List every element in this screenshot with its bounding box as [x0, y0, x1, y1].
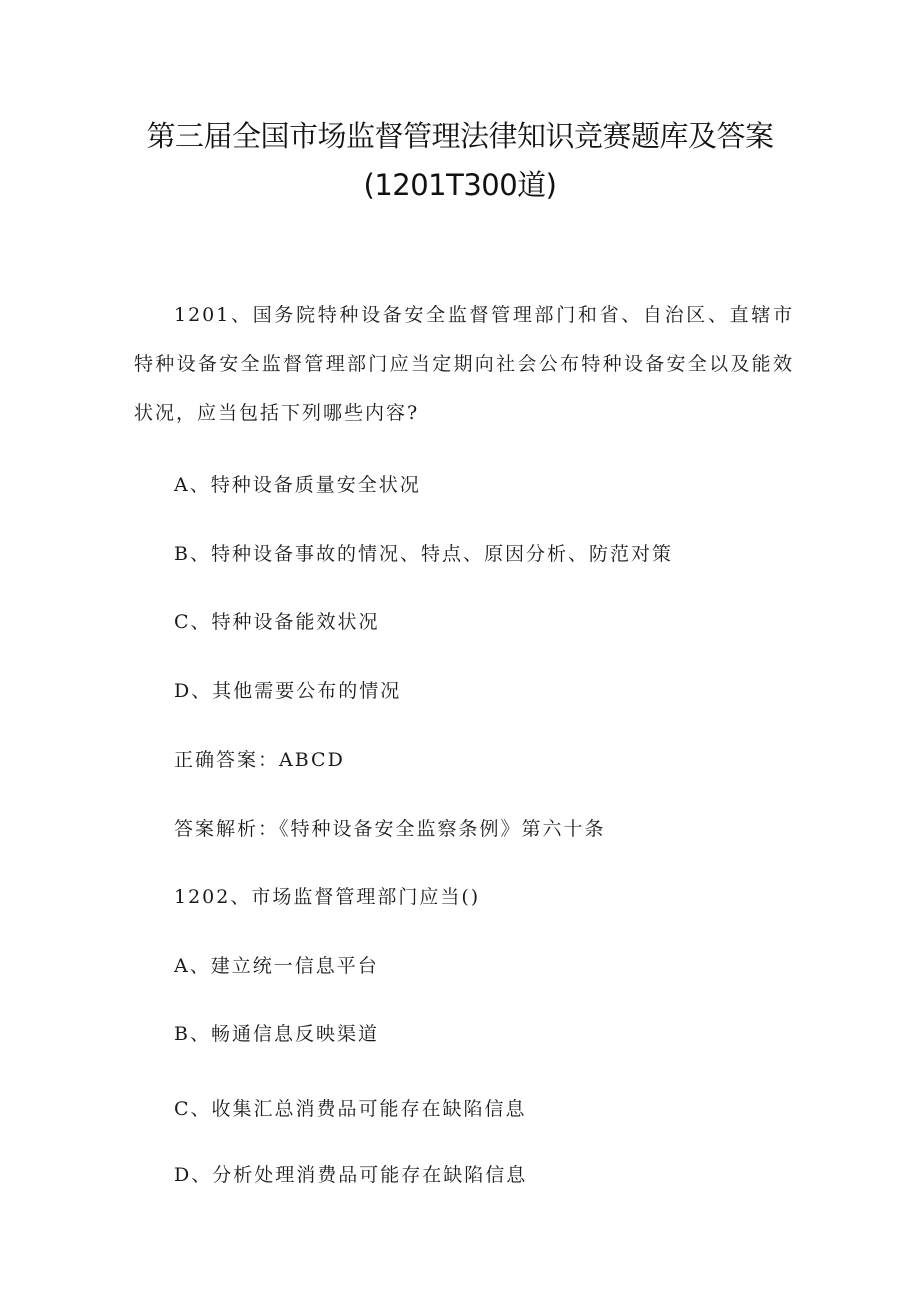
question-1202-option-b: B、畅通信息反映渠道 — [174, 1023, 379, 1045]
question-1202-stem: 1202、市场监督管理部门应当() — [174, 886, 481, 908]
question-1202-option-a: A、建立统一信息平台 — [174, 955, 379, 977]
document-title: 第三届全国市场监督管理法律知识竞赛题库及答案 — [146, 119, 774, 153]
question-1201-analysis: 答案解析：《特种设备安全监察条例》第六十条 — [174, 818, 606, 840]
question-1201-option-b: B、特种设备事故的情况、特点、原因分析、防范对策 — [174, 543, 673, 565]
question-1202-option-c: C、收集汇总消费品可能存在缺陷信息 — [174, 1098, 527, 1120]
question-1201-option-d: D、其他需要公布的情况 — [174, 680, 402, 702]
question-1201-option-c: C、特种设备能效状况 — [174, 611, 380, 633]
question-1201-answer: 正确答案：ABCD — [174, 749, 345, 771]
question-1201-option-a: A、特种设备质量安全状况 — [174, 474, 421, 496]
question-1201-stem: 1201、国务院特种设备安全监督管理部门和省、自治区、直辖市特种设备安全监督管理部门应当定期向社会公布特种设备安全以及能效状况，应当包括下列哪些内容? — [134, 304, 794, 424]
document-subtitle: (1201T300道) — [363, 168, 557, 202]
question-1202-option-d: D、分析处理消费品可能存在缺陷信息 — [174, 1164, 528, 1186]
